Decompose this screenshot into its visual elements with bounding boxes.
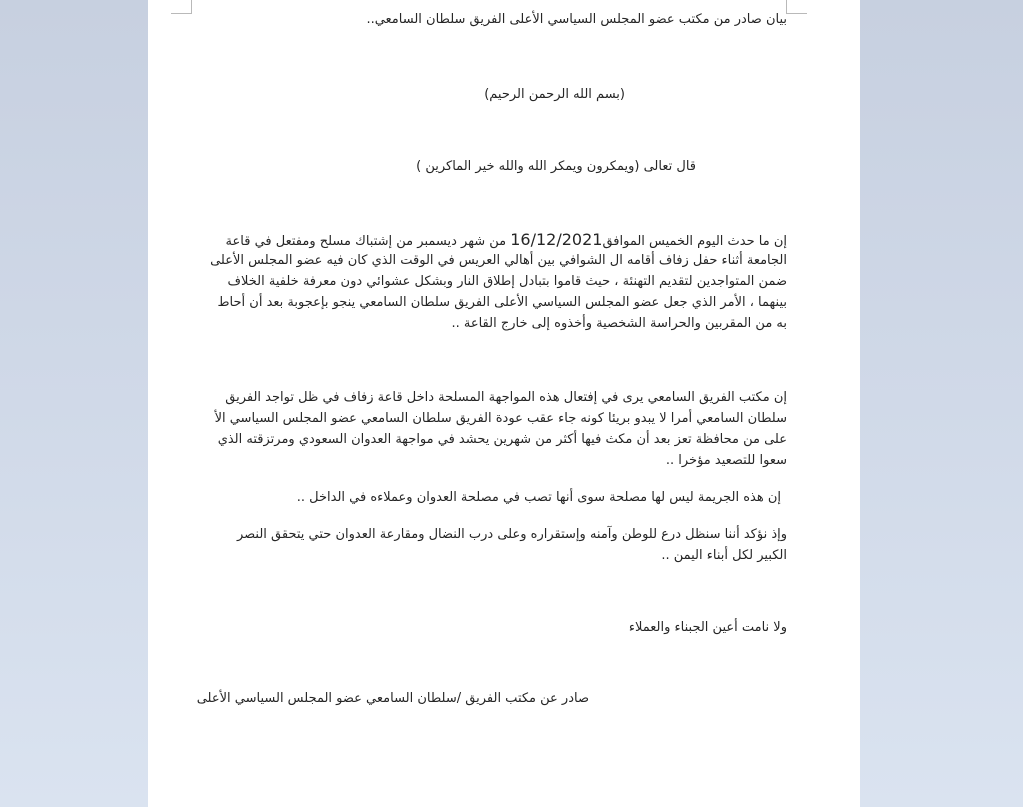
basmala: (بسم الله الرحمن الرحيم) — [484, 87, 625, 102]
verse: قال تعالى (ويمكرون ويمكر الله والله خير الماكرين ) — [416, 159, 696, 174]
date: 16/12/2021 — [510, 230, 603, 249]
paragraph-2-line-4: سعوا للتصعيد مؤخرا .. — [665, 453, 787, 468]
paragraph-2-line-3: على من محافظة تعز بعد أن مكث فيها أكثر من شهرين يحشد في مواجهة العدوان السعودي ومرتزقته الذي — [217, 432, 787, 447]
margin-corner-mark-right — [786, 0, 807, 14]
document-page — [148, 0, 860, 807]
paragraph-1-line-1-start: إن ما حدث اليوم الخميس الموافق — [602, 234, 787, 249]
paragraph-3: إن هذه الجريمة ليس لها مصلحة سوى أنها تصب في مصلحة العدوان وعملاءه في الداخل .. — [296, 490, 781, 505]
paragraph-1-line-1 — [226, 230, 787, 252]
header-line: بيان صادر من مكتب عضو المجلس السياسي الأعلى الفريق سلطان السامعي.. — [366, 12, 787, 27]
signature-line: صادر عن مكتب الفريق /سلطان السامعي عضو المجلس السياسي الأعلى — [196, 691, 589, 706]
paragraph-4-line-1: وإذ نؤكد أننا سنظل درع للوطن وآمنه وإستقراره وعلى درب النضال ومقارعة العدوان حتي يتحقق النصر — [236, 527, 787, 542]
paragraph-2-line-1: إن مكتب الفريق السامعي يرى في إفتعال هذه المواجهة المسلحة داخل قاعة زفاف في ظل تواجد الفريق — [225, 390, 787, 405]
paragraph-1-line-2: الجامعة أثناء حفل زفاف أقامه ال الشوافي بين أهالي العريس في الوقت الذي كان فيه عضو المجلس الأعلى — [210, 253, 787, 268]
paragraph-2-line-2: سلطان السامعي أمرا لا يبدو بريئا كونه جاء عقب عودة الفريق سلطان السامعي عضو المجلس السياسي الأ — [214, 411, 787, 426]
paragraph-1-line-3: ضمن المتواجدين لتقديم التهنئة ، حيث قاموا بتبادل إطلاق النار وبشكل عشوائي دون معرفة خلفية الخلاف — [227, 274, 787, 289]
margin-corner-mark-left — [171, 0, 192, 14]
paragraph-1-line-5: به من المقربين والحراسة الشخصية وأخذوه إلى خارج القاعة .. — [451, 316, 787, 331]
closing-line: ولا نامت أعين الجبناء والعملاء — [628, 620, 787, 635]
paragraph-1-line-4: بينهما ، الأمر الذي جعل عضو المجلس السياسي الأعلى الفريق سلطان السامعي ينجو بإعجوبة بعد أن أحاط — [217, 295, 787, 310]
paragraph-4-line-2: الكبير لكل أبناء اليمن .. — [661, 548, 787, 563]
paragraph-1-line-1-end: من شهر ديسمبر من إشتباك مسلح ومفتعل في قاعة — [225, 234, 511, 249]
